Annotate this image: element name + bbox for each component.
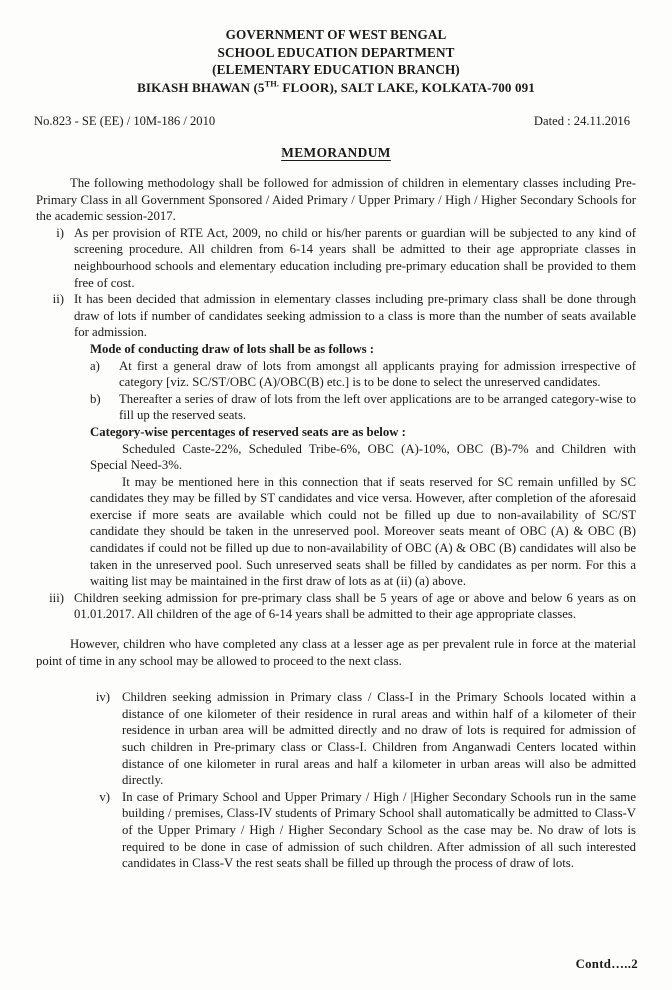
address-prefix: BIKASH BHAWAN (5 [137,79,265,95]
roman-list [36,225,636,623]
list-item-text: Thereafter a series of draw of lots from the left over applications are to be arranged category-wise to fill up the reserved seats. [119,391,636,423]
intro-paragraph: The following methodology shall be followed for admission of children in elementary classes including Pre-Primary Class in all Government Sponsored / Aided Primary / Upper Primary / High / Higher Secondary Schools for the academic session-2017. [36,176,636,224]
memo-number: No.823 - SE (EE) / 10M-186 / 2010 [34,114,216,128]
list-item-text: As per provision of RTE Act, 2009, no child or his/her parents or guardian will be subjected to any kind of screening procedure. All children from 6-14 years shall be admitted to their age appropriate classes in neighbourhood schools and elementary education including pre-primary education shall be provided to them free of cost. [74,225,636,290]
memo-date: Dated : 24.11.2016 [533,114,630,128]
list-item-text: At first a general draw of lots from amongst all applicants praying for admission irrespective of category [viz. SC/ST/OBC (A)/OBC(B) etc.] is to be done to select the unreserved candidates. [119,358,636,390]
list-item-text: Children seeking admission for pre-primary class shall be 5 years of age or above and below 6 years as on 01.01.2017. All children of the age of 6-14 years shall be admitted to their age appropriate classes. [74,590,636,622]
list-item-ii [36,291,636,341]
letterhead-line-government: GOVERNMENT OF WEST BENGAL [225,27,447,42]
page-title: MEMORANDUM [281,145,391,160]
list-marker: i) [56,225,64,240]
mode-item-b [90,391,636,424]
letterhead-line-address [0,79,672,97]
mode-list [90,358,636,424]
mode-item-a [90,358,636,391]
address-suffix: FLOOR), SALT LAKE, KOLKATA-700 091 [279,79,535,95]
reference-row [0,114,672,129]
category-heading: Category-wise percentages of reserved seats are as below : [90,424,406,439]
list-marker: iv) [95,690,110,705]
letterhead-line-department: SCHOOL EDUCATION DEPARTMENT [217,44,455,60]
letterhead-line-branch: (ELEMENTARY EDUCATION BRANCH) [212,62,460,77]
letterhead [0,0,672,96]
list-item-iv [36,689,636,789]
list-item-text: It has been decided that admission in elementary classes including pre-primary class shall be done through draw of lots if number of candidates seeking admission to a class is more than the number of seats available for admission. [74,292,636,340]
list-marker: a) [90,358,100,373]
list-marker: ii) [52,292,64,307]
spacer [36,669,636,689]
spacer [36,623,636,636]
list-marker: v) [99,789,110,804]
document-body [0,175,672,872]
list-marker: b) [90,391,101,406]
list-item-text: In case of Primary School and Upper Primary / High / |Higher Secondary Schools run in the same building / premises, Class-IV students of Primary School shall automatically be admitted to Class-V of the Upper Primary / High / Higher Secondary School as the case may be. No draw of lots is required to be done in case of admission of such children. After admission of all such interested candidates in Class-V the rest seats shall be filled up through the process of draw of lots. [122,789,636,871]
category-percentages: Scheduled Caste-22%, Scheduled Tribe-6%, OBC (A)-10%, OBC (B)-7% and Children with Special Need-3%. [90,441,636,473]
list-marker: iii) [49,590,64,605]
page-footer-continued: Contd…..2 [575,957,638,971]
mode-heading: Mode of conducting draw of lots shall be as follows : [90,341,375,356]
list-item-iii [36,590,636,623]
roman-list-continued [36,689,636,872]
mode-of-draw-block [90,341,636,590]
ordinal-suffix: TH. [264,79,280,89]
list-item-text: Children seeking admission in Primary class / Class-I in the Primary Schools located within a distance of one kilometer of their residence in rural areas and within half of a kilometer of their residence in urban area will be admitted directly and no draw of lots is required for admission of such children in Pre-primary class or Class-I. Children from Anganwadi Centers located within distance of one kilometer in rural areas and half a kilometer in urban areas will also be admitted directly. [122,690,636,788]
list-item-v [36,789,636,872]
reservation-note: It may be mentioned here in this connection that if seats reserved for SC remain unfilled by SC candidates they may be filled by ST candidates and vice versa. However, after completion of the aforesaid exercise if more seats are available which could not be filled up due to non-availability of SC/ST candidate they should be taken in the unreserved pool. Moreover seats meant of OBC (A) & OBC (B) candidates if could not be filled up due to non-availability of OBC (A) & OBC (B) candidates will also be taken in the unreserved pool. Such unreserved seats shall be filled by candidates as per norm. For this a waiting list may be maintained in the first draw of lots as at (ii) (a) above. [90,474,636,589]
however-paragraph: However, children who have completed any class at a lesser age as per prevalent rule in force at the material point of time in any school may be allowed to proceed to the next class. [36,637,636,668]
list-item-i [36,225,636,291]
